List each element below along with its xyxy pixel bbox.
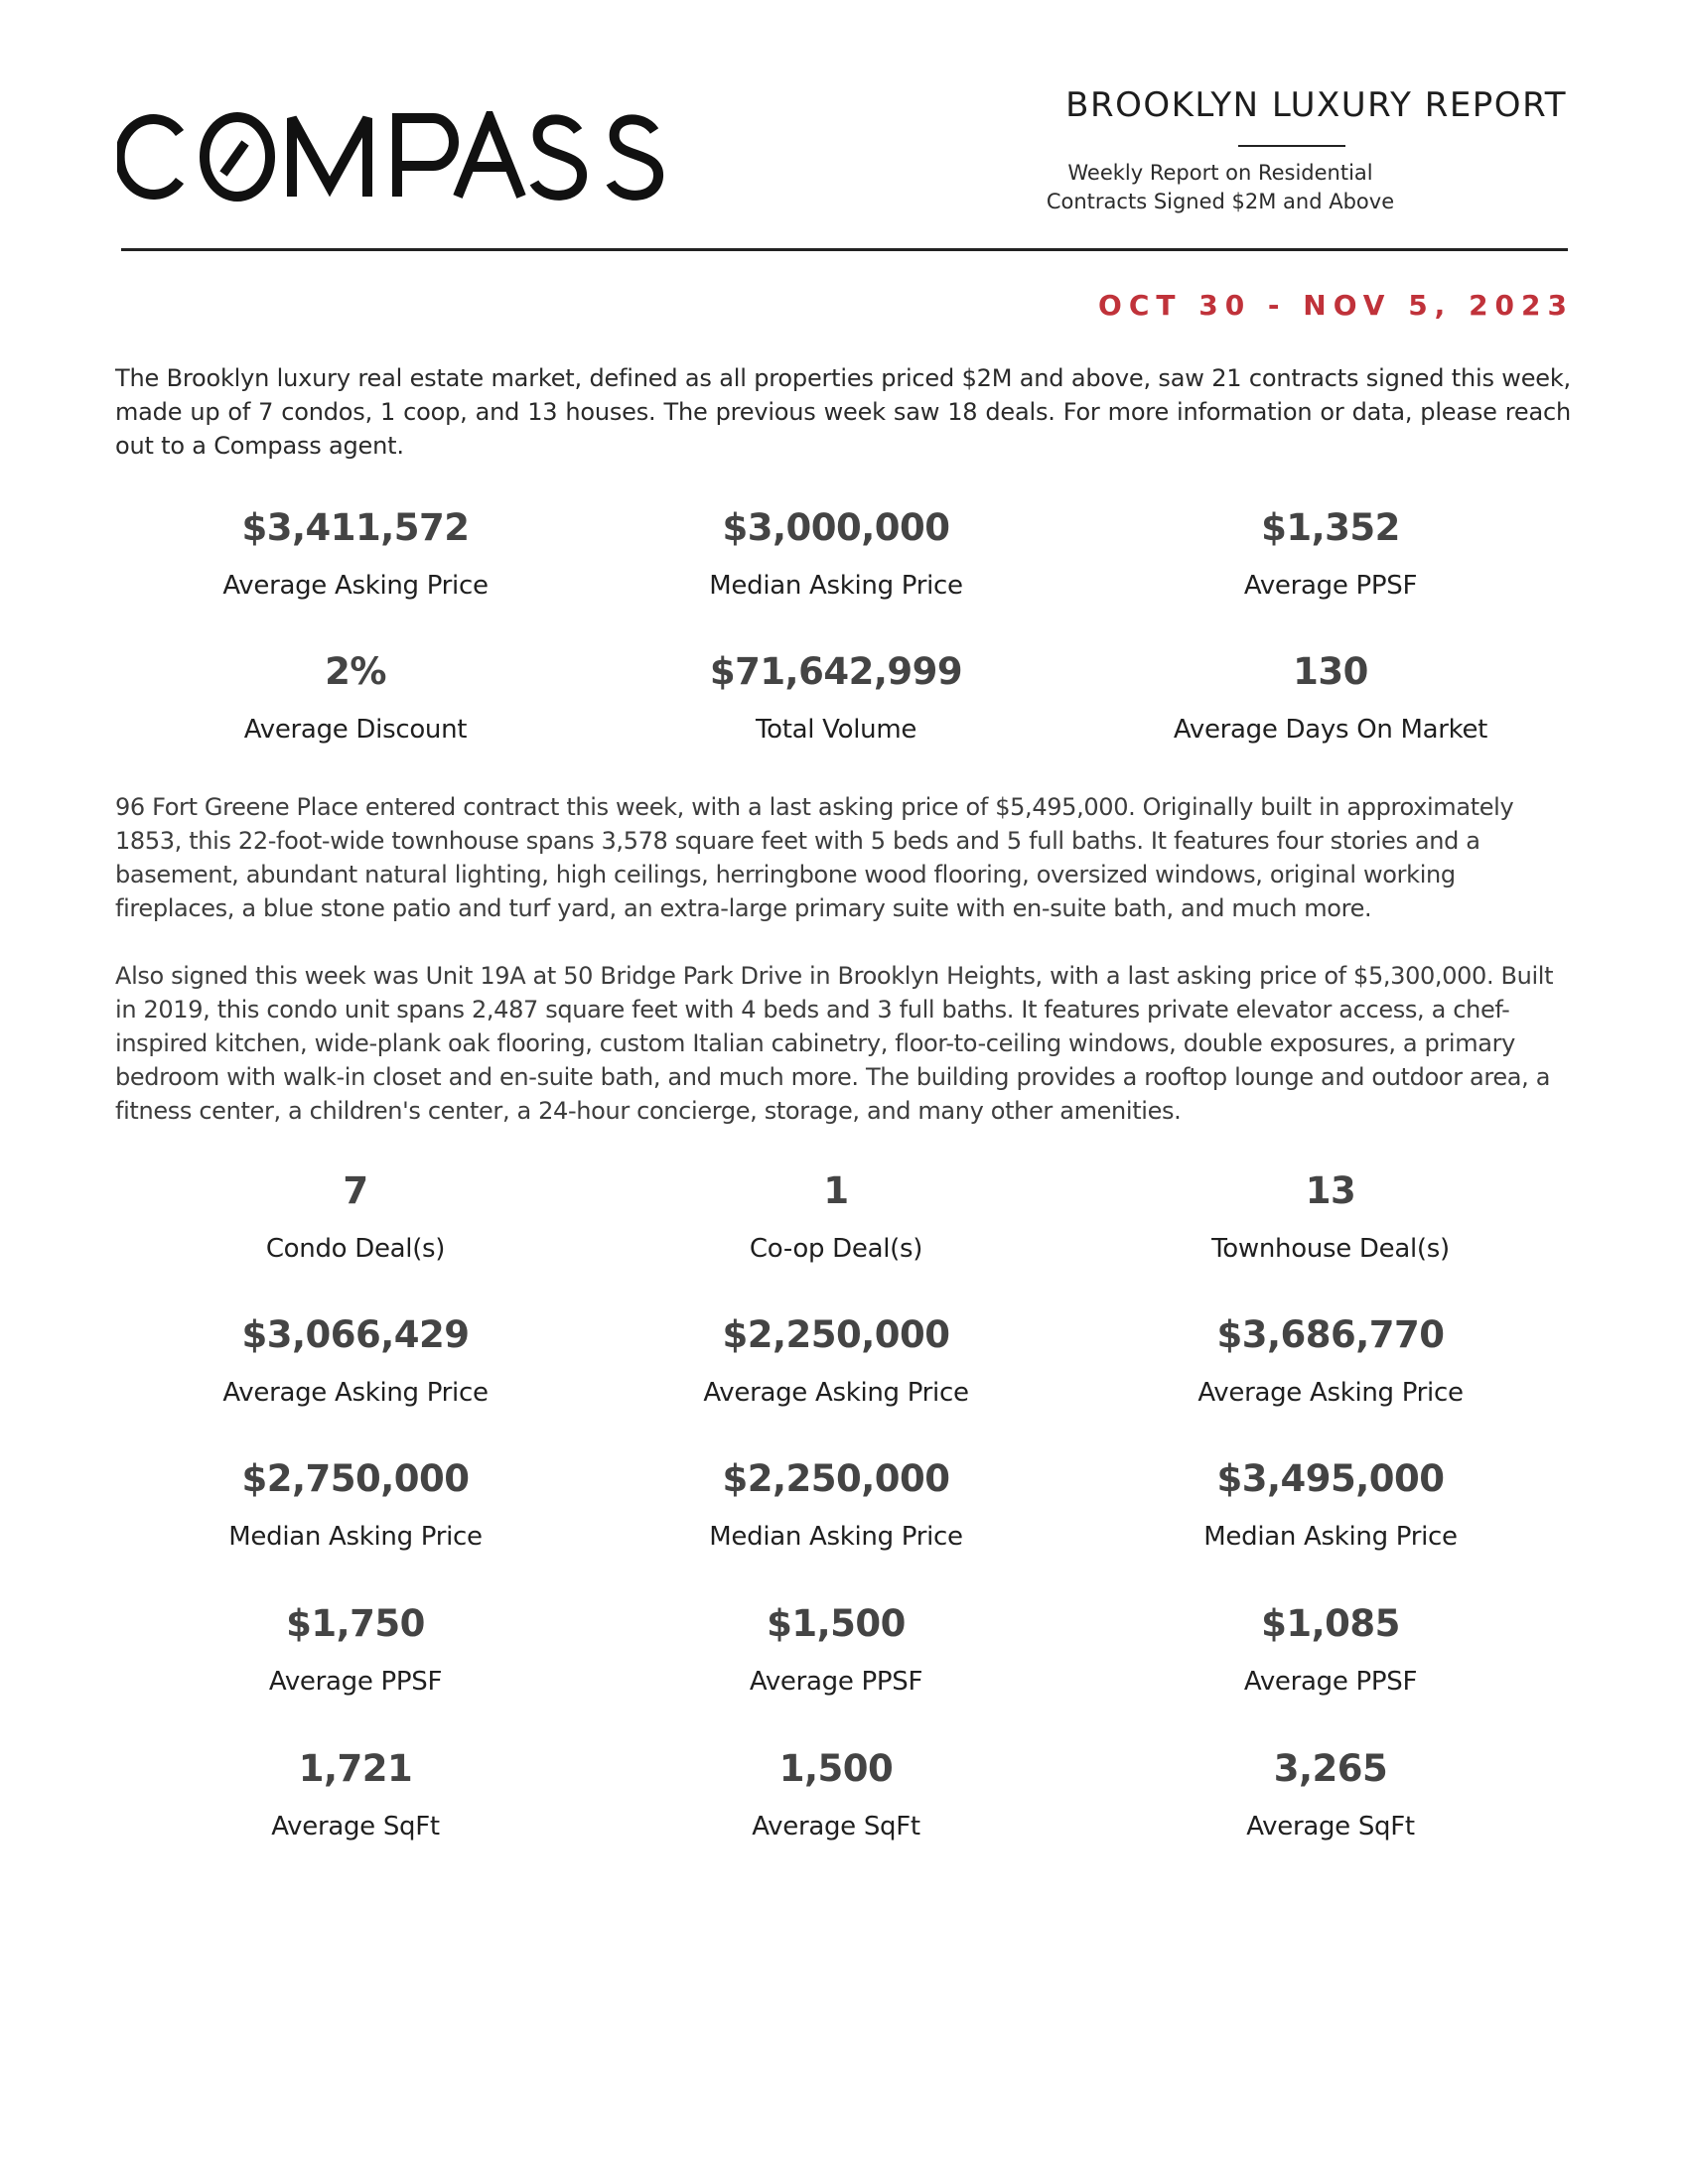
stat-label: Median Asking Price (709, 1522, 963, 1552)
header-divider (121, 248, 1568, 251)
stat-value: $1,500 (767, 1602, 906, 1645)
condo-average-sqft (117, 1747, 594, 1843)
condo-median-asking-price (117, 1457, 594, 1553)
stat-label: Average PPSF (1243, 1667, 1418, 1697)
subtitle-line-1: Weekly Report on Residential (1067, 161, 1373, 185)
stat-total-volume (598, 650, 1074, 746)
stat-label: Median Asking Price (1203, 1522, 1458, 1552)
stat-label: Average Asking Price (1197, 1378, 1464, 1408)
stat-value: $1,352 (1261, 506, 1400, 549)
stat-value: $71,642,999 (709, 650, 963, 693)
intro-paragraph: The Brooklyn luxury real estate market, defined as all properties priced $2M and above, saw 21 contracts signed this week, made up of 7 condos, 1 coop, and 13 houses. The previous week saw 18 deals. For more information or data, please reach out to a Compass agent. (115, 364, 1571, 460)
coop-deals (598, 1169, 1074, 1265)
stat-value: 3,265 (1273, 1747, 1388, 1790)
condo-average-asking-price (117, 1313, 594, 1409)
stat-label: Average Discount (243, 715, 468, 745)
stat-label: Co-op Deal(s) (749, 1234, 923, 1264)
stat-label: Average PPSF (749, 1667, 923, 1697)
stat-value: $3,000,000 (722, 506, 950, 549)
stat-label: Condo Deal(s) (265, 1234, 446, 1264)
condo-average-ppsf (117, 1602, 594, 1698)
highlight-paragraph-fort-greene: 96 Fort Greene Place entered contract this week, with a last asking price of $5,495,000. Originally built in approximately 1853, this 22-foot-wide townhouse spans 3,578 square feet with 5 beds and 5 full baths. It features four stories and a basement, abundant natural lighting, high ceilings, herringbone wood flooring, oversized windows, original working fireplaces, a blue stone patio and turf yard, an extra-large primary suite with en-suite bath, and much more. (115, 793, 1514, 922)
stat-label: Average SqFt (752, 1812, 920, 1842)
condo-deals (117, 1169, 594, 1265)
stat-average-days-on-market (1092, 650, 1569, 746)
highlight-paragraph-bridge-park: Also signed this week was Unit 19A at 50 Bridge Park Drive in Brooklyn Heights, with a last asking price of $5,300,000. Built in 2019, this condo unit spans 2,487 square feet with 4 beds and 3 full baths. It features private elevator access, a chef-inspired kitchen, wide-plank oak flooring, custom Italian cabinetry, floor-to-ceiling windows, double exposures, a primary bedroom with walk-in closet and en-suite bath, and much more. The building provides a rooftop lounge and outdoor area, a fitness center, a children's center, a 24-hour concierge, storage, and many other amenities. (115, 962, 1554, 1125)
stat-label: Average Days On Market (1173, 715, 1488, 745)
stat-label: Average Asking Price (703, 1378, 969, 1408)
stat-value: 13 (1305, 1169, 1356, 1212)
coop-median-asking-price (598, 1457, 1074, 1553)
coop-average-ppsf (598, 1602, 1074, 1698)
stat-value: $3,495,000 (1216, 1457, 1445, 1500)
stat-value: $1,750 (286, 1602, 425, 1645)
stat-label: Average Asking Price (222, 571, 489, 601)
stat-label: Median Asking Price (709, 571, 963, 601)
stat-median-asking-price (598, 506, 1074, 602)
townhouse-deals (1092, 1169, 1569, 1265)
report-subtitle (852, 159, 1589, 216)
stat-value: $3,686,770 (1216, 1313, 1445, 1356)
stat-label: Median Asking Price (228, 1522, 483, 1552)
stat-value: 1,500 (778, 1747, 894, 1790)
date-range: OCT 30 - NOV 5, 2023 (1098, 289, 1574, 322)
stat-average-asking-price (117, 506, 594, 602)
coop-average-asking-price (598, 1313, 1074, 1409)
stat-label: Average PPSF (1243, 571, 1418, 601)
stat-label: Townhouse Deal(s) (1211, 1234, 1450, 1264)
stat-value: 7 (343, 1169, 368, 1212)
stat-value: $1,085 (1261, 1602, 1400, 1645)
stat-value: 1 (823, 1169, 849, 1212)
townhouse-average-asking-price (1092, 1313, 1569, 1409)
townhouse-median-asking-price (1092, 1457, 1569, 1553)
stat-value: 1,721 (298, 1747, 413, 1790)
stat-label: Average SqFt (1246, 1812, 1415, 1842)
stat-value: $2,250,000 (722, 1313, 950, 1356)
stat-value: $3,066,429 (241, 1313, 470, 1356)
stat-value: 130 (1293, 650, 1368, 693)
title-divider (1238, 145, 1345, 147)
stat-label: Average PPSF (268, 1667, 443, 1697)
townhouse-average-ppsf (1092, 1602, 1569, 1698)
compass-logo-icon (117, 111, 733, 203)
report-title: BROOKLYN LUXURY REPORT (1065, 85, 1567, 125)
stat-label: Average Asking Price (222, 1378, 489, 1408)
compass-logo (117, 107, 733, 206)
subtitle-line-2: Contracts Signed $2M and Above (1046, 190, 1395, 213)
stat-average-discount (117, 650, 594, 746)
stat-label: Total Volume (755, 715, 917, 745)
stat-value: $3,411,572 (241, 506, 470, 549)
townhouse-average-sqft (1092, 1747, 1569, 1843)
stat-value: $2,250,000 (722, 1457, 950, 1500)
stat-value: $2,750,000 (241, 1457, 470, 1500)
stat-average-ppsf (1092, 506, 1569, 602)
stat-value: 2% (325, 650, 386, 693)
coop-average-sqft (598, 1747, 1074, 1843)
stat-label: Average SqFt (271, 1812, 440, 1842)
